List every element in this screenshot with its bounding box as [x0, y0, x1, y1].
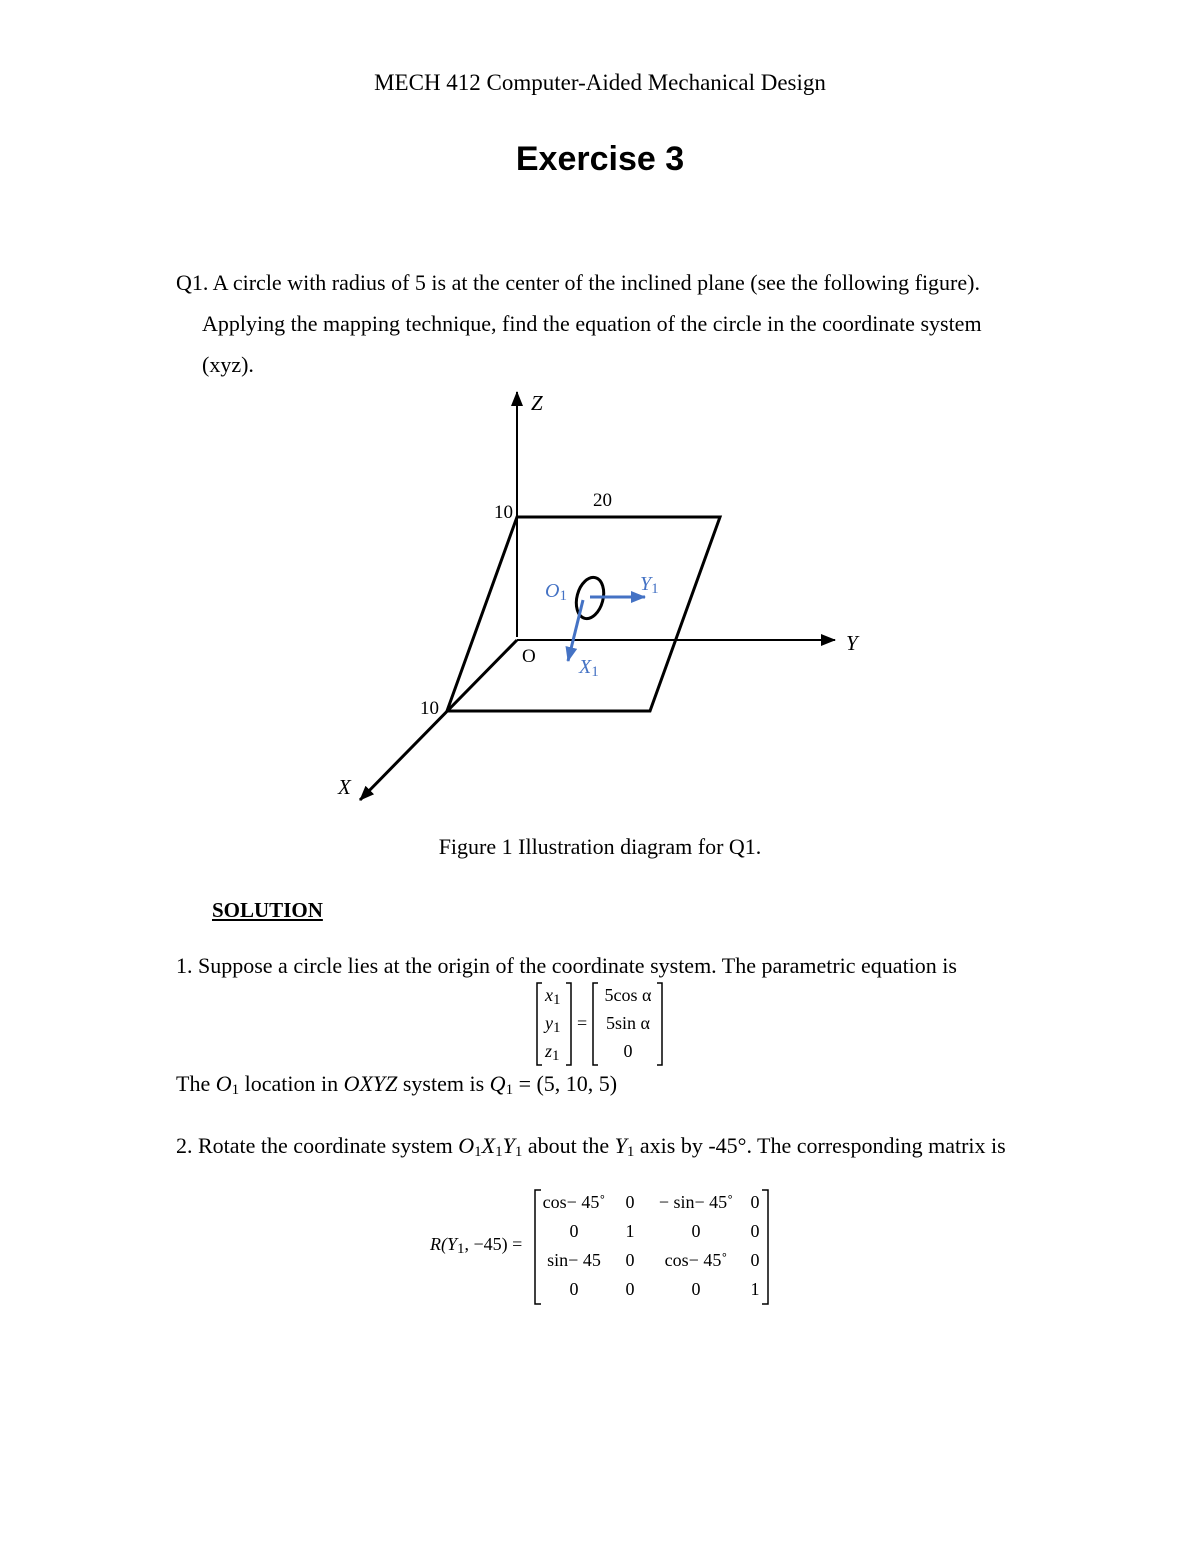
x1-axis-arrow [568, 600, 583, 661]
inclined-plane [447, 517, 720, 711]
question-1-line-3: (xyz). [202, 352, 254, 377]
matrix-2-cell: 0 [691, 1279, 701, 1299]
matrix-1-rhs-row-2: 5sin α [606, 1013, 650, 1033]
figure-caption: Figure 1 Illustration diagram for Q1. [438, 834, 762, 859]
matrix-1-equals: = [577, 1013, 588, 1033]
label-20: 20 [593, 490, 612, 511]
matrix-1-lhs-row-2: $y_1$ [545, 1013, 561, 1036]
question-1-line-1: Q1. A circle with radius of 5 is at the center of the inclined plane (see the following figure). [176, 270, 980, 295]
course-header: MECH 412 Computer-Aided Mechanical Design [374, 70, 826, 95]
label-left-10: 10 [420, 698, 439, 719]
matrix-2-cell: sin− 45 [547, 1250, 601, 1270]
solution-heading: SOLUTION [212, 898, 323, 922]
o1-label: O1 [545, 580, 567, 604]
matrix-2-cell: 0 [750, 1250, 760, 1270]
matrix-1-lhs-row-1: $x_1$ [545, 985, 561, 1008]
matrix-2-cell: − sin− 45˚ [658, 1192, 734, 1212]
matrix-2-cell: 0 [625, 1279, 635, 1299]
x1-label: X1 [579, 656, 599, 680]
matrix-2-cell: 0 [569, 1221, 579, 1241]
origin-label: O [522, 646, 536, 667]
question-1-line-2: Applying the mapping technique, find the equation of the circle in the coordinate system [202, 311, 982, 336]
matrix-2-cell: 0 [625, 1192, 635, 1212]
z-axis-label: Z [531, 391, 543, 415]
matrix-1-rhs-row-1: 5cos α [604, 985, 652, 1005]
y-axis-label: Y [846, 631, 858, 655]
x-axis-label: X [338, 775, 351, 799]
y1-label: Y1 [640, 573, 659, 597]
o1-location-line: The $O_1$ location in OXYZ system is $Q_1 = (5$, 10, 5) [176, 1071, 618, 1098]
matrix-2-cell: cos− 45˚ [542, 1192, 606, 1212]
x-axis [360, 640, 517, 800]
matrix-2-cell: cos− 45˚ [664, 1250, 728, 1270]
matrix-2-lhs: $R(Y_1$, −45) = [430, 1234, 523, 1257]
matrix-2-cell: 0 [569, 1279, 579, 1299]
matrix-2-cell: 0 [691, 1221, 701, 1241]
matrix-1-rhs-row-3: 0 [623, 1041, 633, 1061]
solution-step-1: 1. Suppose a circle lies at the origin of the coordinate system. The parametric equation is [176, 953, 957, 978]
label-top-10: 10 [494, 502, 513, 523]
matrix-1-lhs-row-3: $z_1$ [545, 1041, 560, 1064]
matrix-2-cell: 0 [625, 1250, 635, 1270]
solution-step-2: 2. Rotate the coordinate system $O_1X_1Y_1$ about the $Y_1$ axis by -45°. The corresponding matrix is [176, 1133, 1006, 1160]
page-title: Exercise 3 [515, 140, 685, 178]
matrix-2-cell: 0 [750, 1221, 760, 1241]
matrix-2-cell: 1 [750, 1279, 760, 1299]
matrix-2-cell: 1 [625, 1221, 635, 1241]
matrix-2-cell: 0 [750, 1192, 760, 1212]
